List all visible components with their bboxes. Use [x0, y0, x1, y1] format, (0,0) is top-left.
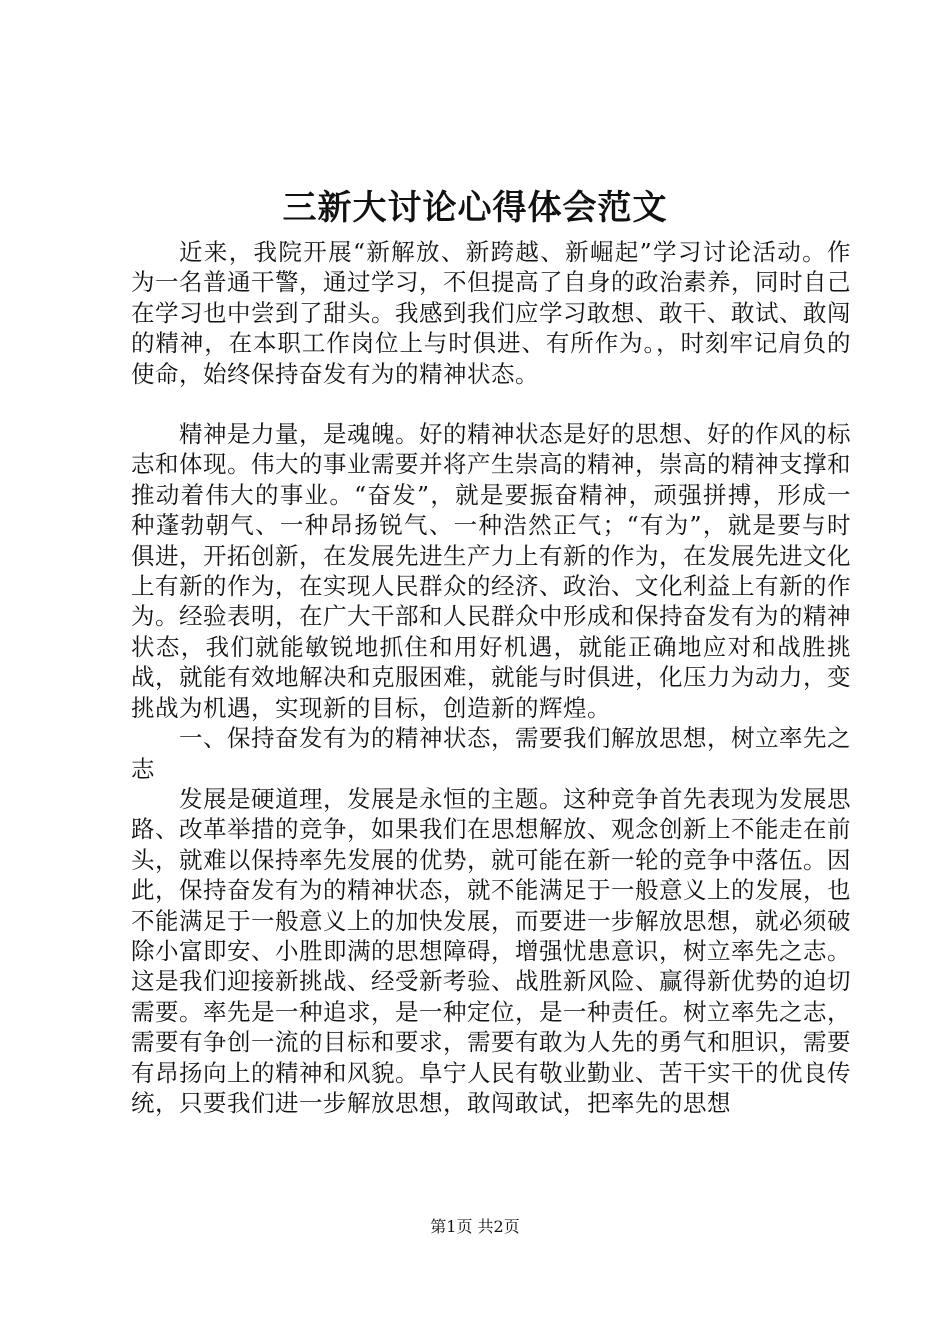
document-body	[131, 237, 851, 1118]
section-heading-1: 一、保持奋发有为的精神状态，需要我们解放思想，树立率先之志	[131, 724, 851, 783]
paragraph-spirit: 精神是力量，是魂魄。好的精神状态是好的思想、好的作风的标志和体现。伟大的事业需要并将产生崇高的精神，崇高的精神支撑和推动着伟大的事业。“奋发”，就是要振奋精神，顽强拼搏，形成一种蓬勃朝气、一种昂扬锐气、一种浩然正气；“有为”，就是要与时俱进，开拓创新，在发展先进生产力上有新的作为，在发展先进文化上有新的作为，在实现人民群众的经济、政治、文化利益上有新的作为。经验表明，在广大干部和人民群众中形成和保持奋发有为的精神状态，我们就能敏锐地抓住和用好机遇，就能正确地应对和战胜挑战，就能有效地解决和克服困难，就能与时俱进，化压力为动力，变挑战为机遇，实现新的目标，创造新的辉煌。	[131, 420, 851, 722]
page-footer: 第1页 共2页	[430, 1217, 520, 1236]
paragraph-intro: 近来，我院开展“新解放、新跨越、新崛起”学习讨论活动。作为一名普通干警，通过学习，不但提高了自身的政治素养，同时自己在学习也中尝到了甜头。我感到我们应学习敢想、敢干、敢试、敢闯的精神，在本职工作岗位上与时俱进、有所作为。，时刻牢记肩负的使命，始终保持奋发有为的精神状态。	[131, 238, 851, 388]
paragraph-spacer	[131, 389, 851, 419]
document-title: 三新大讨论心得体会范文	[282, 188, 668, 228]
paragraph-development: 发展是硬道理，发展是永恒的主题。这种竞争首先表现为发展思路、改革举措的竞争，如果我们在思想解放、观念创新上不能走在前头，就难以保持率先发展的优势，就可能在新一轮的竞争中落伍。因此，保持奋发有为的精神状态，就不能满足于一般意义上的发展，也不能满足于一般意义上的加快发展，而要进一步解放思想，就必须破除小富即安、小胜即满的思想障碍，增强忧患意识，树立率先之志。这是我们迎接新挑战、经受新考验、战胜新风险、赢得新优势的迫切需要。率先是一种追求，是一种定位，是一种责任。树立率先之志，需要有争创一流的目标和要求，需要有敢为人先的勇气和胆识，需要有昂扬向上的精神和风貌。阜宁人民有敬业勤业、苦干实干的优良传统，只要我们进一步解放思想，敢闯敢试，把率先的思想	[131, 784, 851, 1117]
